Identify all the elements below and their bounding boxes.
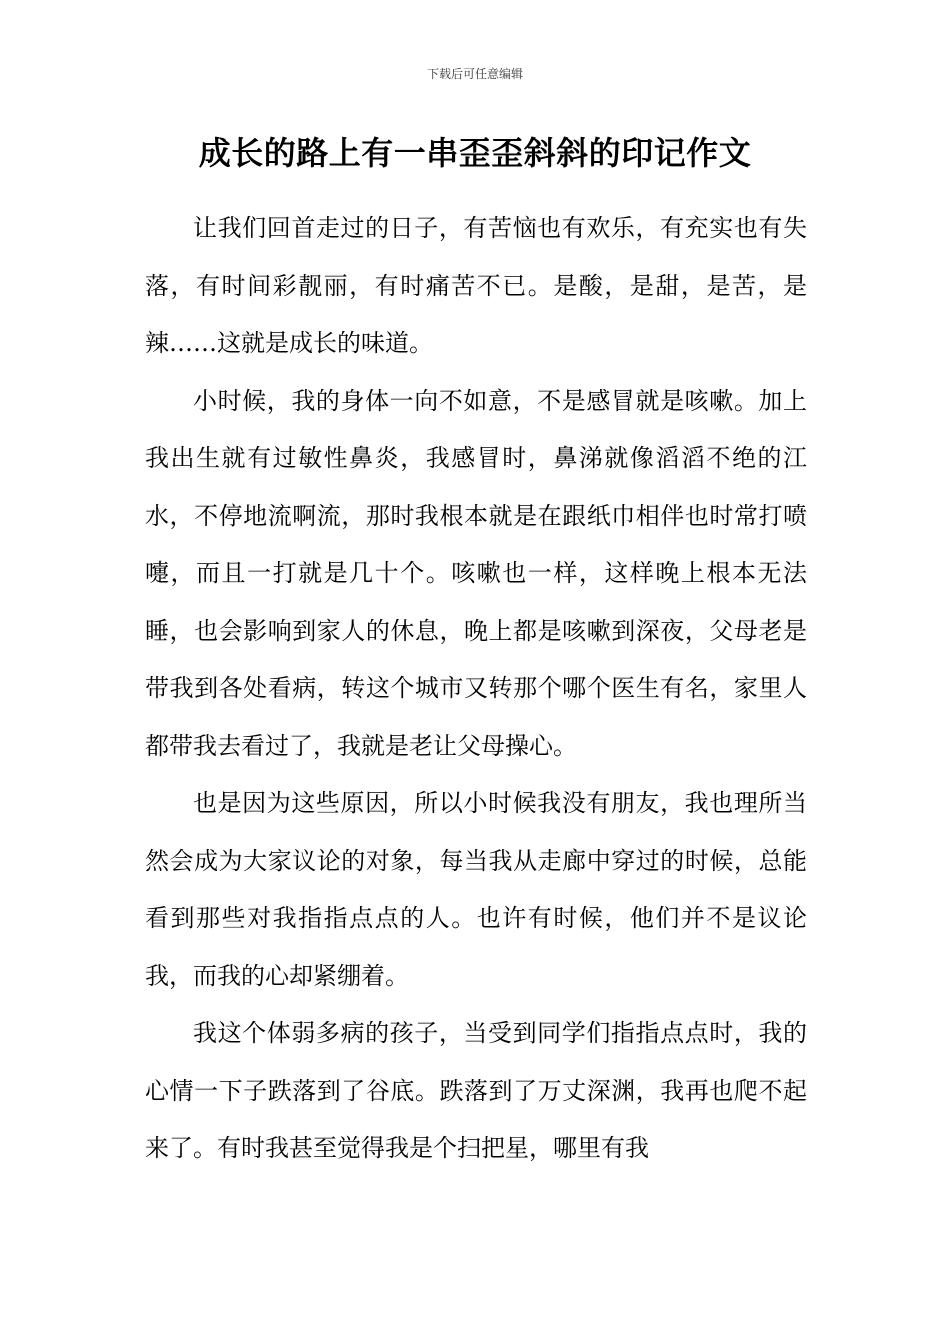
paragraph-2: 小时候，我的身体一向不如意，不是感冒就是咳嗽。加上我出生就有过敏性鼻炎，我感冒时，鼻涕就像滔滔不绝的江水，不停地流啊流，那时我根本就是在跟纸巾相伴也时常打喷嚏，而且一打就是几十个。咳嗽也一样，这样晚上根本无法睡，也会影响到家人的休息，晚上都是咳嗽到深夜，父母老是带我到各处看病，转这个城市又转那个哪个医生有名，家里人都带我去看过了，我就是老让父母操心。 xyxy=(145,386,807,760)
document-body xyxy=(145,200,807,1178)
header-note: 下载后可任意编辑 xyxy=(426,67,523,81)
paragraph-4: 我这个体弱多病的孩子，当受到同学们指指点点时，我的心情一下子跌落到了谷底。跌落到了万丈深渊，我再也爬不起来了。有时我甚至觉得我是个扫把星，哪里有我 xyxy=(145,1019,807,1162)
document-title: 成长的路上有一串歪歪斜斜的印记作文 xyxy=(198,134,752,172)
paragraph-3: 也是因为这些原因，所以小时候我没有朋友，我也理所当然会成为大家议论的对象，每当我从走廊中穿过的时候，总能看到那些对我指指点点的人。也许有时候，他们并不是议论我，而我的心却紧绷着。 xyxy=(145,789,807,990)
paragraph-1: 让我们回首走过的日子，有苦恼也有欢乐，有充实也有失落，有时间彩靓丽，有时痛苦不已。是酸，是甜，是苦，是辣……这就是成长的味道。 xyxy=(145,214,807,357)
